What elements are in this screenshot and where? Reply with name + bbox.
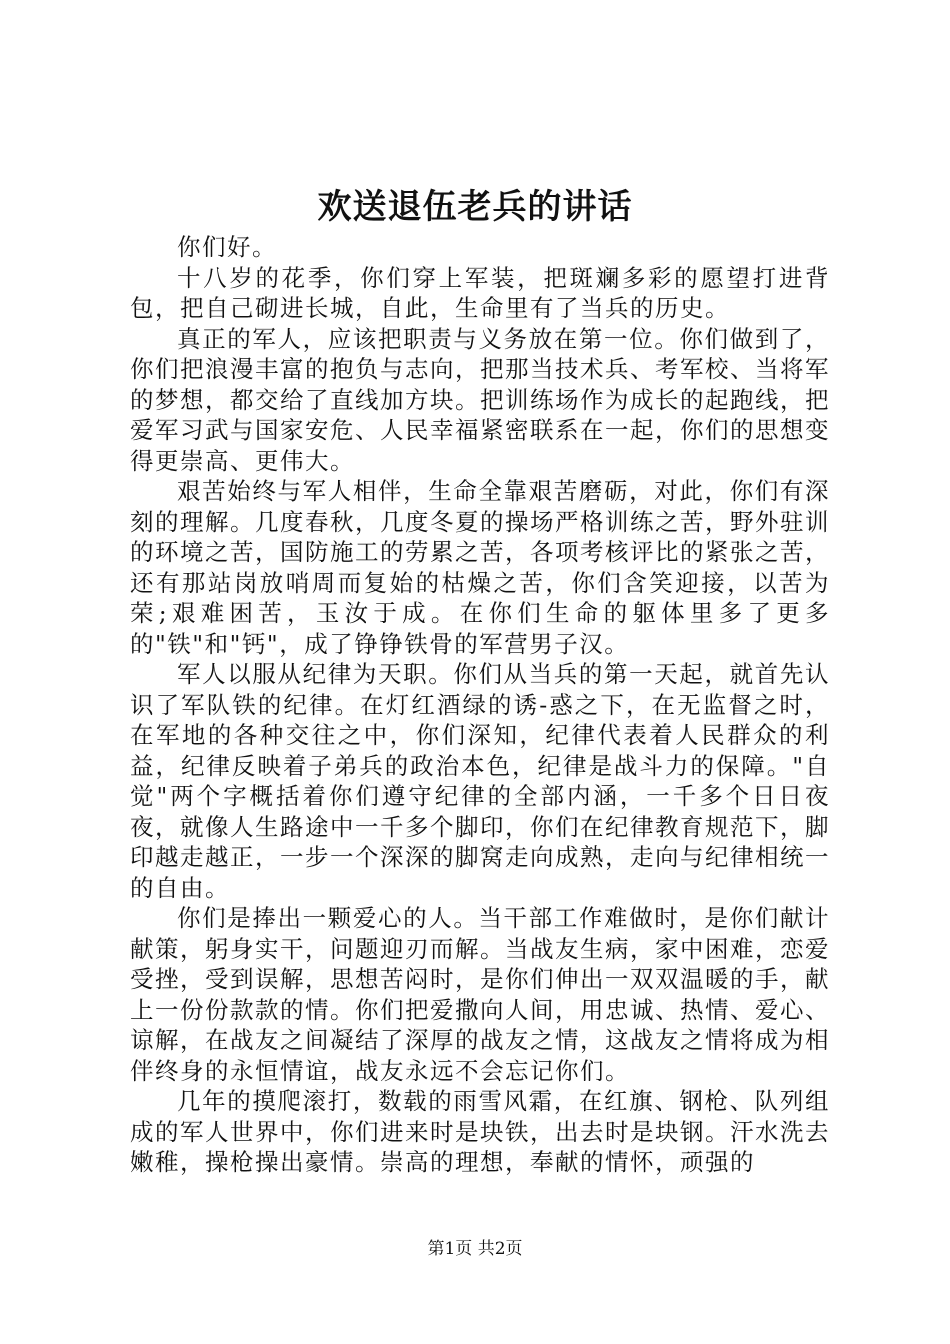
page-footer: 第1页 共2页	[427, 1239, 523, 1259]
document-title: 欢送退伍老兵的讲话	[317, 187, 633, 227]
paragraph: 军人以服从纪律为天职。你们从当兵的第一天起，就首先认识了军队铁的纪律。在灯红酒绿的诱-惑之下，在无监督之时，在军地的各种交往之中，你们深知，纪律代表着人民群众的利益，纪律反映着子弟兵的政治本色，纪律是战斗力的保障。"自觉"两个字概括着你们遵守纪律的全部内涵，一千多个日日夜夜，就像人生路途中一千多个脚印，你们在纪律教育规范下，脚印越走越正，一步一个深深的脚窝走向成熟，走向与纪律相统一的自由。	[130, 660, 830, 902]
paragraph: 十八岁的花季，你们穿上军装，把斑斓多彩的愿望打进背包，把自己砌进长城，自此，生命里有了当兵的历史。	[130, 263, 830, 322]
paragraph: 真正的军人，应该把职责与义务放在第一位。你们做到了，你们把浪漫丰富的抱负与志向，把那当技术兵、考军校、当将军的梦想，都交给了直线加方块。把训练场作为成长的起跑线，把爱军习武与国家安危、人民幸福紧密联系在一起，你们的思想变得更崇高、更伟大。	[130, 324, 830, 475]
paragraph: 艰苦始终与军人相伴，生命全靠艰苦磨砺，对此，你们有深刻的理解。几度春秋，几度冬夏的操场严格训练之苦，野外驻训的环境之苦，国防施工的劳累之苦，各项考核评比的紧张之苦，还有那站岗放哨周而复始的枯燥之苦，你们含笑迎接，以苦为荣;艰难困苦，玉汝于成。在你们生命的躯体里多了更多的"铁"和"钙"，成了铮铮铁骨的军营男子汉。	[130, 477, 830, 658]
paragraph: 你们好。	[177, 233, 277, 261]
document-body	[130, 232, 830, 1178]
paragraph: 你们是捧出一颗爱心的人。当干部工作难做时，是你们献计献策，躬身实干，问题迎刃而解。当战友生病，家中困难，恋爱受挫，受到误解，思想苦闷时，是你们伸出一双双温暖的手，献上一份份款款的情。你们把爱撒向人间，用忠诚、热情、爱心、谅解，在战友之间凝结了深厚的战友之情，这战友之情将成为相伴终身的永恒情谊，战友永远不会忘记你们。	[130, 904, 830, 1085]
paragraph: 几年的摸爬滚打，数载的雨雪风霜，在红旗、钢枪、队列组成的军人世界中，你们进来时是块铁，出去时是块钢。汗水洗去嫩稚，操枪操出豪情。崇高的理想，奉献的情怀，顽强的	[130, 1087, 830, 1176]
